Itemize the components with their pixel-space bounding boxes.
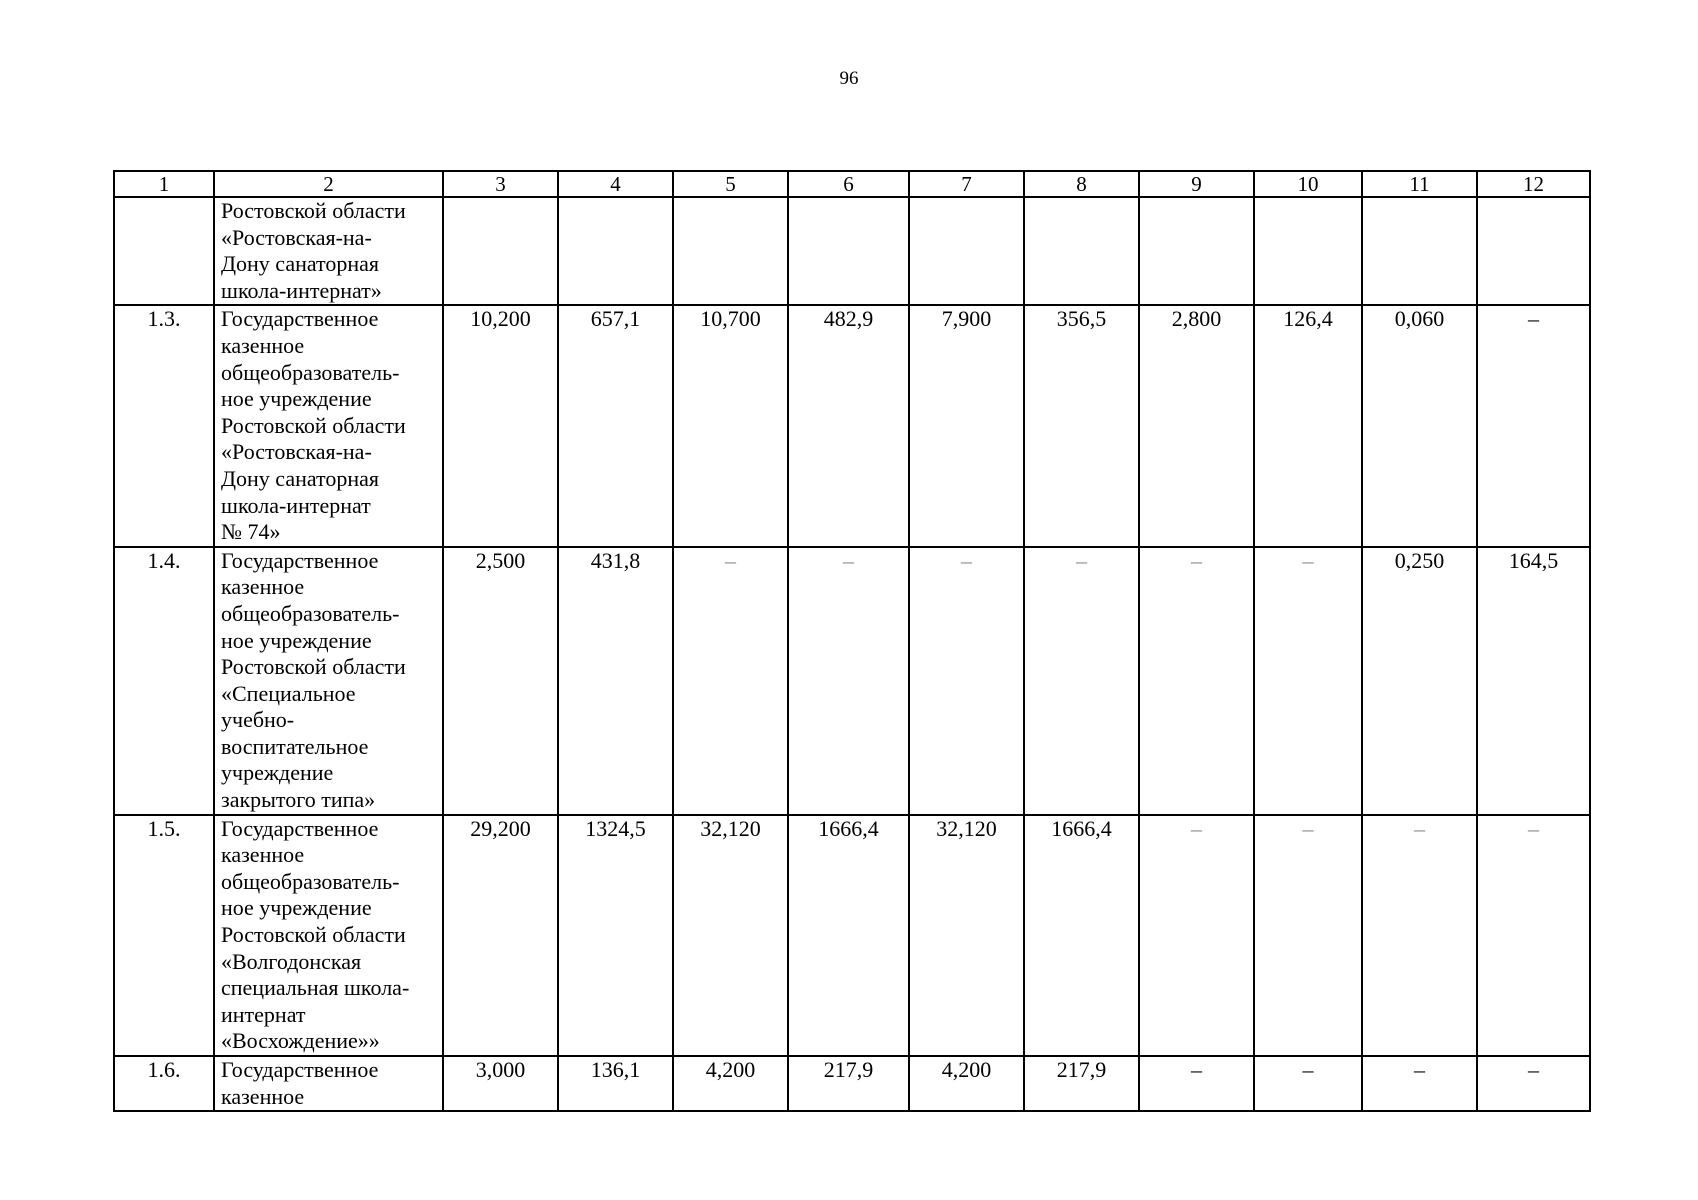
value-cell — [1254, 197, 1362, 305]
value-cell: – — [909, 547, 1024, 815]
table-row — [114, 1056, 1590, 1111]
value-cell: 1666,4 — [788, 815, 909, 1056]
value-cell: 32,120 — [909, 815, 1024, 1056]
value-cell: 10,700 — [673, 305, 788, 546]
value-cell: – — [1477, 1056, 1590, 1111]
row-number: 1.6. — [114, 1056, 214, 1111]
value-cell: 217,9 — [1024, 1056, 1139, 1111]
row-number: 1.5. — [114, 815, 214, 1056]
column-header: 7 — [909, 171, 1024, 197]
value-cell: 657,1 — [558, 305, 673, 546]
column-header: 3 — [443, 171, 558, 197]
value-cell — [909, 197, 1024, 305]
column-header: 5 — [673, 171, 788, 197]
value-cell: 356,5 — [1024, 305, 1139, 546]
value-cell: 136,1 — [558, 1056, 673, 1111]
value-cell: – — [1139, 1056, 1254, 1111]
data-table — [113, 170, 1591, 1112]
value-cell: – — [1139, 815, 1254, 1056]
column-header: 1 — [114, 171, 214, 197]
table-header-row — [114, 171, 1590, 197]
page-number: 96 — [839, 68, 859, 89]
institution-name: Ростовской области «Ростовская-на- Дону санаторная школа-интернат» — [214, 197, 443, 305]
value-cell: – — [1254, 815, 1362, 1056]
value-cell — [1477, 197, 1590, 305]
value-cell: 217,9 — [788, 1056, 909, 1111]
value-cell: – — [1139, 547, 1254, 815]
value-cell: 32,120 — [673, 815, 788, 1056]
value-cell — [443, 197, 558, 305]
column-header: 2 — [214, 171, 443, 197]
column-header: 9 — [1139, 171, 1254, 197]
value-cell: – — [673, 547, 788, 815]
value-cell: – — [1254, 1056, 1362, 1111]
value-cell — [1139, 197, 1254, 305]
value-cell — [558, 197, 673, 305]
value-cell: 7,900 — [909, 305, 1024, 546]
value-cell: 2,500 — [443, 547, 558, 815]
value-cell: – — [1477, 815, 1590, 1056]
value-cell — [788, 197, 909, 305]
value-cell: 29,200 — [443, 815, 558, 1056]
column-header: 11 — [1362, 171, 1477, 197]
institution-name: Государственное казенное общеобразователь- ное учреждение Ростовской области «Ростовская-на- Дону санаторная школа-интернат № 74» — [214, 305, 443, 546]
value-cell: – — [1362, 1056, 1477, 1111]
value-cell: 126,4 — [1254, 305, 1362, 546]
value-cell: 1324,5 — [558, 815, 673, 1056]
column-header: 10 — [1254, 171, 1362, 197]
table-row — [114, 305, 1590, 546]
value-cell: 2,800 — [1139, 305, 1254, 546]
value-cell — [673, 197, 788, 305]
value-cell: 3,000 — [443, 1056, 558, 1111]
value-cell: – — [1254, 547, 1362, 815]
row-number — [114, 197, 214, 305]
value-cell: 0,060 — [1362, 305, 1477, 546]
institution-name: Государственное казенное общеобразователь- ное учреждение Ростовской области «Волгодонская специальная школа- интернат «Восхождение»» — [214, 815, 443, 1056]
value-cell: – — [788, 547, 909, 815]
value-cell: – — [1477, 305, 1590, 546]
value-cell: 4,200 — [673, 1056, 788, 1111]
table-row — [114, 547, 1590, 815]
value-cell — [1362, 197, 1477, 305]
row-number: 1.3. — [114, 305, 214, 546]
value-cell: 164,5 — [1477, 547, 1590, 815]
value-cell — [1024, 197, 1139, 305]
value-cell: 4,200 — [909, 1056, 1024, 1111]
column-header: 4 — [558, 171, 673, 197]
value-cell: 482,9 — [788, 305, 909, 546]
column-header: 8 — [1024, 171, 1139, 197]
column-header: 6 — [788, 171, 909, 197]
value-cell: 431,8 — [558, 547, 673, 815]
value-cell: – — [1024, 547, 1139, 815]
value-cell: 0,250 — [1362, 547, 1477, 815]
table-row — [114, 815, 1590, 1056]
value-cell: 1666,4 — [1024, 815, 1139, 1056]
institution-name: Государственное казенное общеобразователь- ное учреждение Ростовской области «Специальное учебно- воспитательное учреждение закрытого типа» — [214, 547, 443, 815]
row-number: 1.4. — [114, 547, 214, 815]
column-header: 12 — [1477, 171, 1590, 197]
value-cell: – — [1362, 815, 1477, 1056]
institution-name: Государственное казенное — [214, 1056, 443, 1111]
value-cell: 10,200 — [443, 305, 558, 546]
table-row — [114, 197, 1590, 305]
